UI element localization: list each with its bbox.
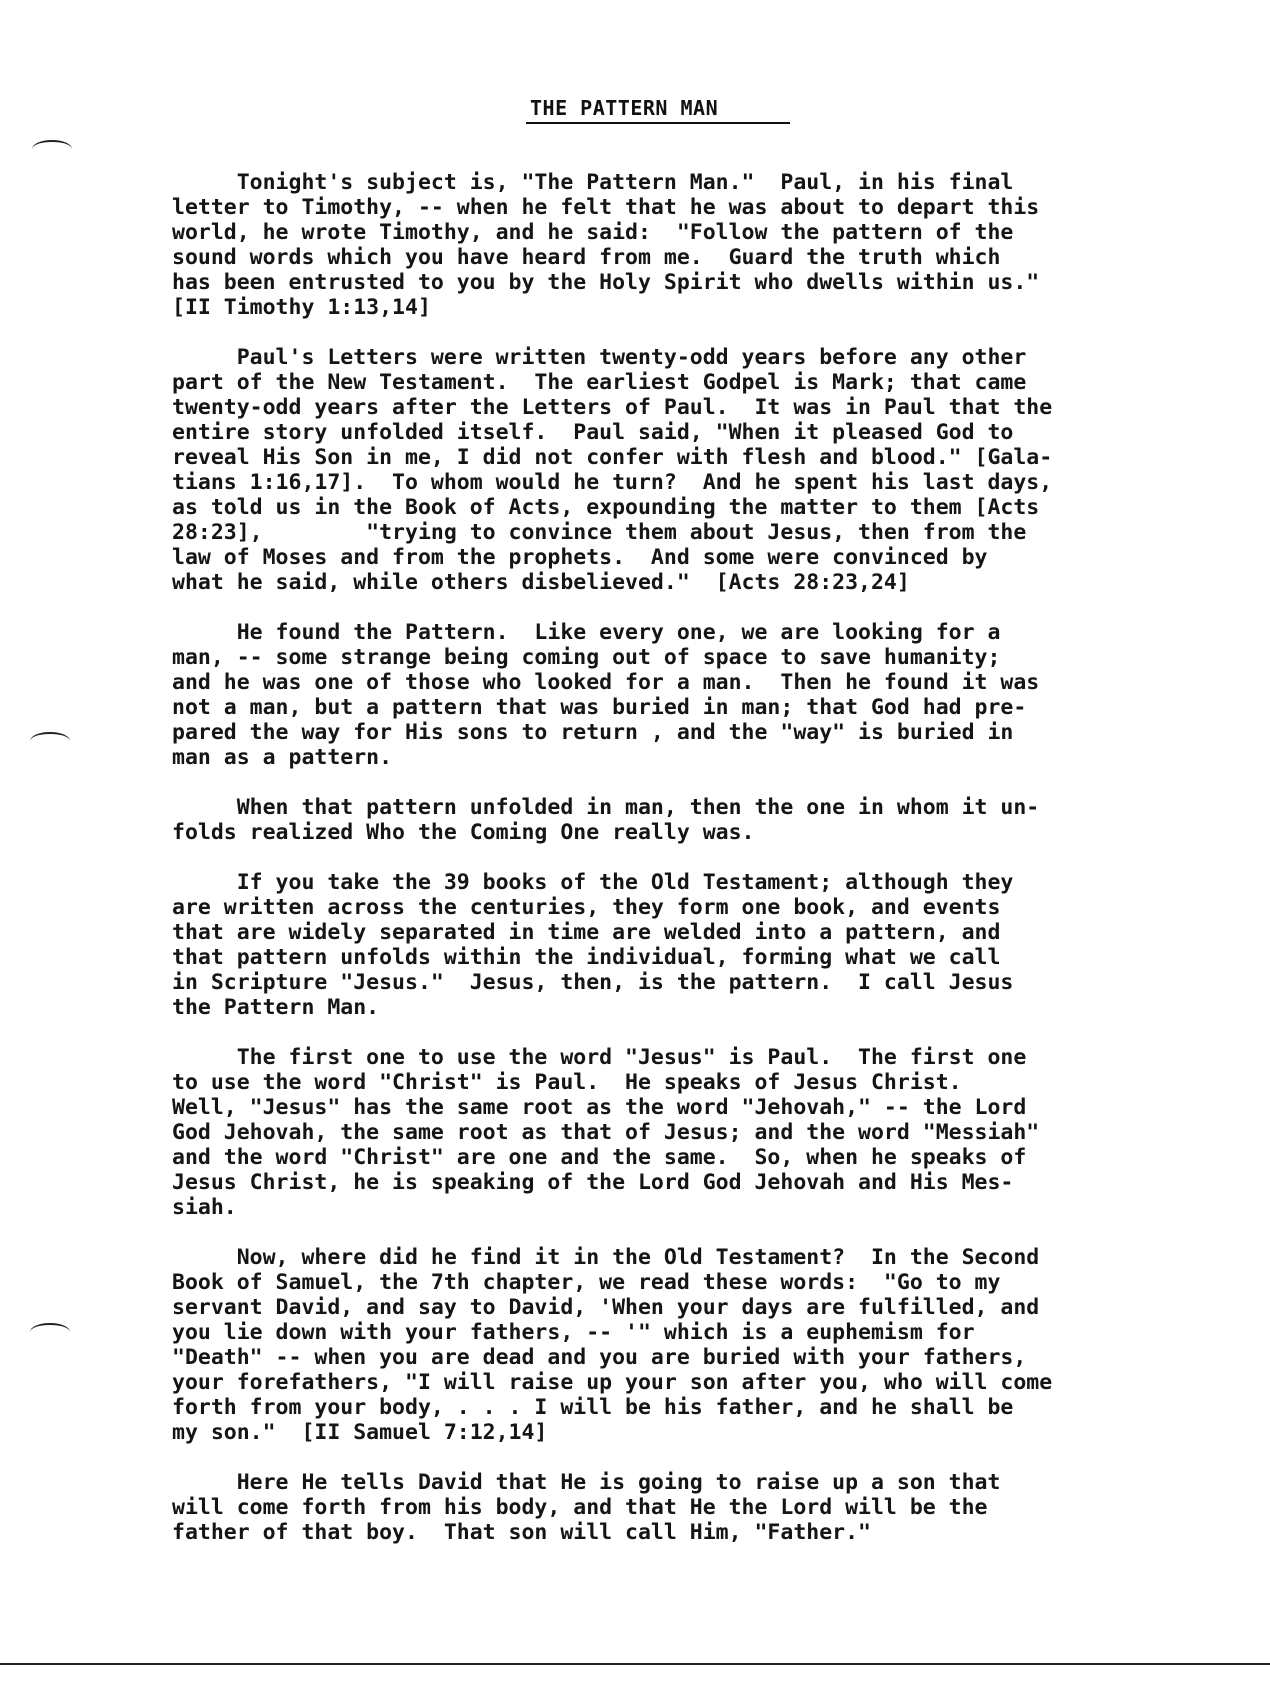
text-line: folds realized Who the Coming One really was.: [172, 820, 755, 845]
paragraph-5: [172, 870, 1202, 1020]
text-line: pared the way for His sons to return , and the "way" is buried in: [172, 720, 1014, 745]
paragraph-1: [172, 170, 1202, 320]
margin-mark: [30, 732, 70, 750]
paragraph-7: [172, 1245, 1202, 1445]
text-line: not a man, but a pattern that was buried in man; that God had pre-: [172, 695, 1027, 720]
text-line: "Death" -- when you are dead and you are buried with your fathers,: [172, 1345, 1027, 1370]
page-bottom-rule: [0, 1663, 1270, 1665]
text-line: world, he wrote Timothy, and he said: "Follow the pattern of the: [172, 220, 1014, 245]
text-line: has been entrusted to you by the Holy Spirit who dwells within us.": [172, 270, 1040, 295]
text-line: forth from your body, . . . I will be his father, and he shall be: [172, 1395, 1014, 1420]
text-line: as told us in the Book of Acts, expounding the matter to them [Acts: [172, 495, 1040, 520]
text-line: Now, where did he find it in the Old Testament? In the Second: [172, 1245, 1040, 1270]
page-title: THE PATTERN MAN: [530, 96, 719, 120]
text-line: entire story unfolded itself. Paul said, "When it pleased God to: [172, 420, 1014, 445]
text-line: man, -- some strange being coming out of space to save humanity;: [172, 645, 1001, 670]
text-line: are written across the centuries, they form one book, and events: [172, 895, 1001, 920]
text-line: reveal His Son in me, I did not confer with flesh and blood." [Gala-: [172, 445, 1053, 470]
text-line: the Pattern Man.: [172, 995, 380, 1020]
text-line: your forefathers, "I will raise up your son after you, who will come: [172, 1370, 1053, 1395]
title-underline: [526, 122, 790, 124]
text-line: that are widely separated in time are welded into a pattern, and: [172, 920, 1001, 945]
paragraph-6: [172, 1045, 1202, 1220]
text-line: and he was one of those who looked for a man. Then he found it was: [172, 670, 1040, 695]
text-line: He found the Pattern. Like every one, we are looking for a: [172, 620, 1001, 645]
text-line: man as a pattern.: [172, 745, 393, 770]
text-line: If you take the 39 books of the Old Testament; although they: [172, 870, 1014, 895]
text-line: father of that boy. That son will call Him, "Father.": [172, 1520, 871, 1545]
text-line: my son." [II Samuel 7:12,14]: [172, 1420, 548, 1445]
text-line: will come forth from his body, and that He the Lord will be the: [172, 1495, 988, 1520]
document-body: [172, 170, 1202, 1570]
text-line: and the word "Christ" are one and the same. So, when he speaks of: [172, 1145, 1027, 1170]
margin-mark: [32, 140, 72, 158]
paragraph-2: [172, 345, 1202, 595]
text-line: servant David, and say to David, 'When your days are fulfilled, and: [172, 1295, 1040, 1320]
text-line: Paul's Letters were written twenty-odd years before any other: [172, 345, 1027, 370]
paragraph-8: [172, 1470, 1202, 1545]
paragraph-3: [172, 620, 1202, 770]
text-line: letter to Timothy, -- when he felt that he was about to depart this: [172, 195, 1040, 220]
text-line: Jesus Christ, he is speaking of the Lord God Jehovah and His Mes-: [172, 1170, 1014, 1195]
text-line: sound words which you have heard from me. Guard the truth which: [172, 245, 1001, 270]
text-line: in Scripture "Jesus." Jesus, then, is the pattern. I call Jesus: [172, 970, 1014, 995]
text-line: Book of Samuel, the 7th chapter, we read these words: "Go to my: [172, 1270, 1001, 1295]
text-line: Here He tells David that He is going to raise up a son that: [172, 1470, 1001, 1495]
text-line: part of the New Testament. The earliest Godpel is Mark; that came: [172, 370, 1027, 395]
text-line: siah.: [172, 1195, 237, 1220]
text-line: When that pattern unfolded in man, then the one in whom it un-: [172, 795, 1040, 820]
text-line: God Jehovah, the same root as that of Jesus; and the word "Messiah": [172, 1120, 1040, 1145]
text-line: Tonight's subject is, "The Pattern Man." Paul, in his final: [172, 170, 1014, 195]
text-line: twenty-odd years after the Letters of Paul. It was in Paul that the: [172, 395, 1053, 420]
text-line: Well, "Jesus" has the same root as the word "Jehovah," -- the Lord: [172, 1095, 1027, 1120]
text-line: that pattern unfolds within the individual, forming what we call: [172, 945, 1001, 970]
text-line: you lie down with your fathers, -- '" which is a euphemism for: [172, 1320, 975, 1345]
text-line: The first one to use the word "Jesus" is Paul. The first one: [172, 1045, 1027, 1070]
text-line: tians 1:16,17]. To whom would he turn? And he spent his last days,: [172, 470, 1053, 495]
text-line: what he said, while others disbelieved." [Acts 28:23,24]: [172, 570, 910, 595]
text-line: law of Moses and from the prophets. And some were convinced by: [172, 545, 988, 570]
text-line: 28:23], "trying to convince them about Jesus, then from the: [172, 520, 1027, 545]
text-line: [II Timothy 1:13,14]: [172, 295, 431, 320]
margin-mark: [30, 1323, 70, 1341]
text-line: to use the word "Christ" is Paul. He speaks of Jesus Christ.: [172, 1070, 962, 1095]
paragraph-4: [172, 795, 1202, 845]
